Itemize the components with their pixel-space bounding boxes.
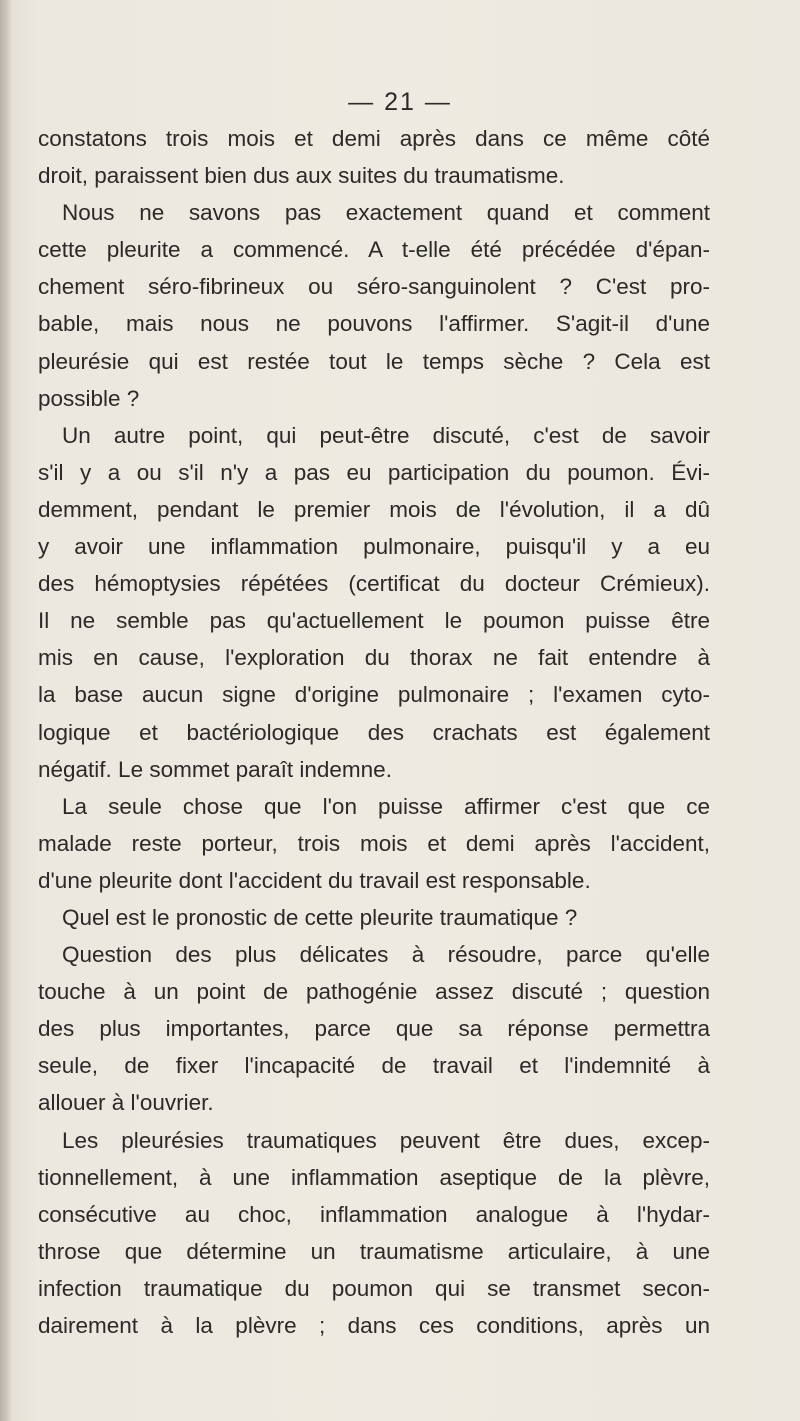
text-line: mis en cause, l'exploration du thorax ne fait entendre à xyxy=(38,645,710,671)
text-line: y avoir une inflammation pulmonaire, puisqu'il y a eu xyxy=(38,534,710,560)
binding-gutter xyxy=(0,0,12,1421)
page-number: — 21 — xyxy=(348,88,452,116)
text-line: Quel est le pronostic de cette pleurite traumatique ? xyxy=(62,904,578,930)
text-line: tionnellement, à une inflammation aseptique de la plèvre, xyxy=(38,1164,710,1190)
text-line: demment, pendant le premier mois de l'évolution, il a dû xyxy=(38,496,710,522)
text-line: infection traumatique du poumon qui se transmet secon- xyxy=(38,1275,710,1301)
text-line: logique et bactériologique des crachats est également xyxy=(38,719,710,745)
text-line: Un autre point, qui peut-être discuté, c'est de savoir xyxy=(62,422,710,448)
text-line: chement séro-fibrineux ou séro-sanguinolent ? C'est pro- xyxy=(38,274,710,300)
body-text xyxy=(38,120,710,1344)
text-line: la base aucun signe d'origine pulmonaire ; l'examen cyto- xyxy=(38,682,710,708)
text-line: Question des plus délicates à résoudre, parce qu'elle xyxy=(62,942,710,968)
text-line: pleurésie qui est restée tout le temps sèche ? Cela est xyxy=(38,348,710,374)
text-line: seule, de fixer l'incapacité de travail et l'indemnité à xyxy=(38,1053,710,1079)
text-line: négatif. Le sommet paraît indemne. xyxy=(38,756,392,782)
text-line: d'une pleurite dont l'accident du travail est responsable. xyxy=(38,867,591,893)
text-line: s'il y a ou s'il n'y a pas eu participation du poumon. Évi- xyxy=(38,459,710,485)
text-line: Nous ne savons pas exactement quand et comment xyxy=(62,200,710,226)
text-line: cette pleurite a commencé. A t-elle été précédée d'épan- xyxy=(38,237,710,263)
text-line: consécutive au choc, inflammation analogue à l'hydar- xyxy=(38,1201,710,1227)
text-line: bable, mais nous ne pouvons l'affirmer. S'agit-il d'une xyxy=(38,311,710,337)
text-line: des plus importantes, parce que sa réponse permettra xyxy=(38,1016,710,1042)
text-line: La seule chose que l'on puisse affirmer c'est que ce xyxy=(62,793,710,819)
text-line: Il ne semble pas qu'actuellement le poumon puisse être xyxy=(38,608,710,634)
text-line: constatons trois mois et demi après dans ce même côté xyxy=(38,126,710,151)
text-line: Les pleurésies traumatiques peuvent être dues, excep- xyxy=(62,1127,710,1153)
text-line: possible ? xyxy=(38,385,140,411)
text-line: touche à un point de pathogénie assez discuté ; question xyxy=(38,979,710,1005)
text-line: droit, paraissent bien dus aux suites du traumatisme. xyxy=(38,163,565,189)
text-line: dairement à la plèvre ; dans ces conditions, après un xyxy=(38,1313,710,1338)
text-line: throse que détermine un traumatisme articulaire, à une xyxy=(38,1238,710,1264)
text-line: malade reste porteur, trois mois et demi après l'accident, xyxy=(38,830,710,856)
text-line: des hémoptysies répétées (certificat du docteur Crémieux). xyxy=(38,571,710,597)
text-line: allouer à l'ouvrier. xyxy=(38,1090,214,1116)
